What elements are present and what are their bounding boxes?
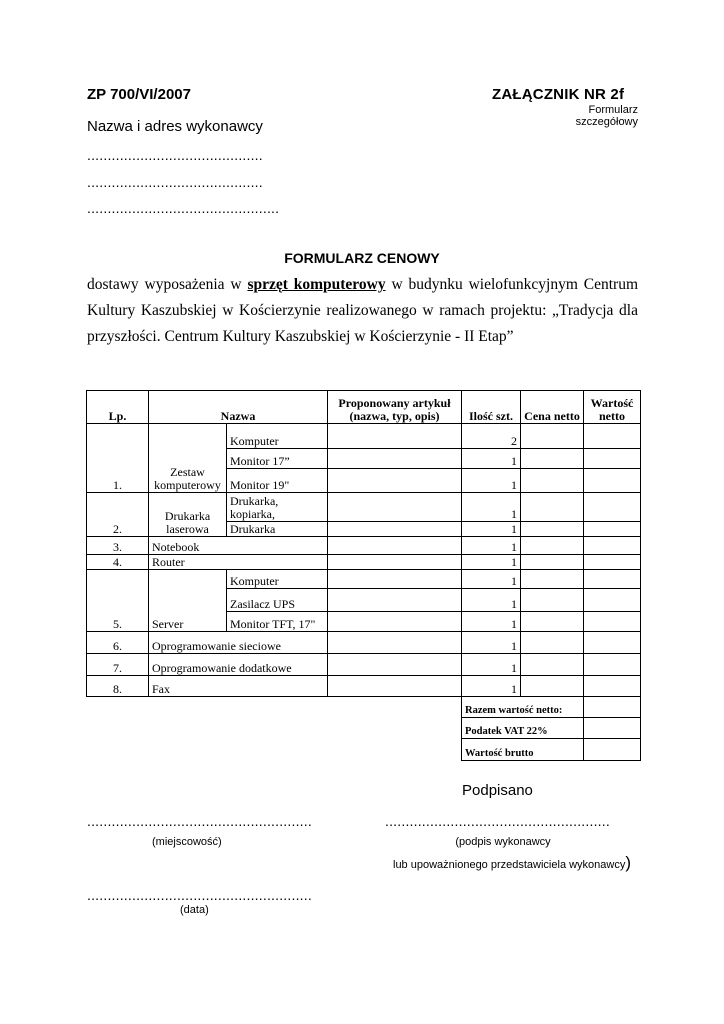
- table-row: [87, 555, 641, 570]
- header-qty: Ilość szt.: [462, 391, 521, 424]
- table-row: [87, 632, 641, 654]
- unit-price-cell[interactable]: [521, 493, 584, 522]
- row-item-name: Komputer: [227, 424, 328, 449]
- qty-cell: 1: [462, 570, 521, 589]
- qty-cell: 1: [462, 522, 521, 537]
- row-item-name: Monitor 19": [227, 469, 328, 493]
- row-item-name: Drukarka, kopiarka,: [227, 493, 328, 522]
- row-name: Router: [149, 555, 328, 570]
- summary-row-net: [87, 697, 641, 718]
- summary-gross-label: Wartość brutto: [462, 739, 584, 761]
- unit-price-cell[interactable]: [521, 654, 584, 676]
- signature-label-line-2: [393, 853, 631, 873]
- row-item-name: Komputer: [227, 570, 328, 589]
- summary-row-vat: [87, 718, 641, 739]
- unit-price-cell[interactable]: [521, 522, 584, 537]
- signature-dots: .......................................................: [385, 813, 610, 829]
- contractor-dots-line-2: ...........................................: [87, 174, 263, 190]
- table-row: [87, 676, 641, 697]
- unit-price-cell[interactable]: [521, 537, 584, 555]
- net-value-cell[interactable]: [584, 522, 641, 537]
- qty-cell: 1: [462, 449, 521, 469]
- proposed-cell[interactable]: [328, 570, 462, 589]
- unit-price-cell[interactable]: [521, 676, 584, 697]
- form-intro: [87, 272, 638, 350]
- qty-cell: 1: [462, 676, 521, 697]
- row-group-name: Drukarka laserowa: [149, 493, 227, 537]
- net-value-cell[interactable]: [584, 449, 641, 469]
- net-value-cell[interactable]: [584, 537, 641, 555]
- net-value-cell[interactable]: [584, 654, 641, 676]
- proposed-cell[interactable]: [328, 632, 462, 654]
- date-dots: .......................................................: [87, 887, 312, 903]
- table-row: [87, 537, 641, 555]
- row-lp: 2.: [87, 493, 149, 537]
- row-name: Fax: [149, 676, 328, 697]
- row-lp: 5.: [87, 570, 149, 632]
- row-lp: 6.: [87, 632, 149, 654]
- proposed-cell[interactable]: [328, 676, 462, 697]
- proposed-cell[interactable]: [328, 654, 462, 676]
- reference-number: ZP 700/VI/2007: [87, 86, 191, 103]
- date-label: (data): [180, 904, 209, 916]
- qty-cell: 1: [462, 612, 521, 632]
- net-value-cell[interactable]: [584, 612, 641, 632]
- qty-cell: 1: [462, 589, 521, 612]
- header-proposed: Proponowany artykuł (nazwa, typ, opis): [328, 391, 462, 424]
- row-lp: 7.: [87, 654, 149, 676]
- summary-net-label: Razem wartość netto:: [462, 697, 584, 718]
- place-label: (miejscowość): [152, 836, 222, 848]
- row-item-name: Monitor TFT, 17": [227, 612, 328, 632]
- net-value-cell[interactable]: [584, 424, 641, 449]
- form-title: FORMULARZ CENOWY: [284, 250, 440, 266]
- place-dots: .......................................................: [87, 813, 312, 829]
- unit-price-cell[interactable]: [521, 424, 584, 449]
- net-value-cell[interactable]: [584, 570, 641, 589]
- signature-label-text: lub upoważnionego przedstawiciela wykonawcy: [393, 859, 626, 871]
- row-name: Notebook: [149, 537, 328, 555]
- unit-price-cell[interactable]: [521, 555, 584, 570]
- unit-price-cell[interactable]: [521, 632, 584, 654]
- qty-cell: 1: [462, 537, 521, 555]
- row-lp: 1.: [87, 424, 149, 493]
- qty-cell: 1: [462, 469, 521, 493]
- proposed-cell[interactable]: [328, 493, 462, 522]
- price-table: [86, 390, 641, 761]
- table-row: [87, 424, 641, 449]
- header-name: Nazwa: [149, 391, 328, 424]
- proposed-cell[interactable]: [328, 469, 462, 493]
- intro-text-bold: sprzęt komputerowy: [247, 276, 386, 293]
- summary-row-gross: [87, 739, 641, 761]
- header-lp: Lp.: [87, 391, 149, 424]
- qty-cell: 1: [462, 555, 521, 570]
- net-value-cell[interactable]: [584, 469, 641, 493]
- summary-vat-label: Podatek VAT 22%: [462, 718, 584, 739]
- row-item-name: Drukarka: [227, 522, 328, 537]
- row-item-name: Monitor 17”: [227, 449, 328, 469]
- summary-vat-value-cell[interactable]: [584, 718, 641, 739]
- row-group-name: Server: [149, 570, 227, 632]
- unit-price-cell[interactable]: [521, 469, 584, 493]
- unit-price-cell[interactable]: [521, 589, 584, 612]
- qty-cell: 1: [462, 654, 521, 676]
- net-value-cell[interactable]: [584, 676, 641, 697]
- annex-subtitle: Formularz szczegółowy: [575, 104, 638, 128]
- net-value-cell[interactable]: [584, 555, 641, 570]
- proposed-cell[interactable]: [328, 537, 462, 555]
- summary-net-value-cell[interactable]: [584, 697, 641, 718]
- proposed-cell[interactable]: [328, 589, 462, 612]
- intro-text-before: dostawy wyposażenia w: [87, 276, 248, 293]
- qty-cell: 1: [462, 493, 521, 522]
- row-lp: 8.: [87, 676, 149, 697]
- header-unit-price: Cena netto: [521, 391, 584, 424]
- summary-gross-value-cell[interactable]: [584, 739, 641, 761]
- proposed-cell[interactable]: [328, 522, 462, 537]
- row-item-name: Zasilacz UPS: [227, 589, 328, 612]
- proposed-cell[interactable]: [328, 612, 462, 632]
- unit-price-cell[interactable]: [521, 570, 584, 589]
- unit-price-cell[interactable]: [521, 449, 584, 469]
- signature-label-paren: ): [625, 853, 632, 872]
- row-group-name: Zestaw komputerowy: [149, 424, 227, 493]
- contractor-dots-line-1: ...........................................: [87, 147, 263, 163]
- annex-title: ZAŁĄCZNIK NR 2f: [492, 86, 625, 103]
- table-header-row: [87, 391, 641, 424]
- table-row: [87, 493, 641, 522]
- row-name: Oprogramowanie dodatkowe: [149, 654, 328, 676]
- contractor-label: Nazwa i adres wykonawcy: [87, 118, 263, 135]
- row-name: Oprogramowanie sieciowe: [149, 632, 328, 654]
- net-value-cell[interactable]: [584, 493, 641, 522]
- proposed-cell[interactable]: [328, 555, 462, 570]
- signature-label-line-1: (podpis wykonawcy: [455, 836, 551, 848]
- table-row: [87, 654, 641, 676]
- intro-text-after: w budynku wielofunkcyjnym Centrum Kultury Kaszubskiej w Kościerzynie realizowanego w ramach projektu: „Tradycja dla przyszłości. Centrum Kultury Kaszubskiej w Kościerzynie - II Etap”: [87, 276, 638, 345]
- row-lp: 4.: [87, 555, 149, 570]
- qty-cell: 1: [462, 632, 521, 654]
- header-net-value: Wartość netto: [584, 391, 641, 424]
- net-value-cell[interactable]: [584, 589, 641, 612]
- net-value-cell[interactable]: [584, 632, 641, 654]
- unit-price-cell[interactable]: [521, 612, 584, 632]
- table-row: [87, 570, 641, 589]
- row-lp: 3.: [87, 537, 149, 555]
- signed-label: Podpisano: [462, 782, 533, 799]
- contractor-dots-line-3: ...............................................: [87, 200, 280, 216]
- qty-cell: 2: [462, 424, 521, 449]
- proposed-cell[interactable]: [328, 424, 462, 449]
- proposed-cell[interactable]: [328, 449, 462, 469]
